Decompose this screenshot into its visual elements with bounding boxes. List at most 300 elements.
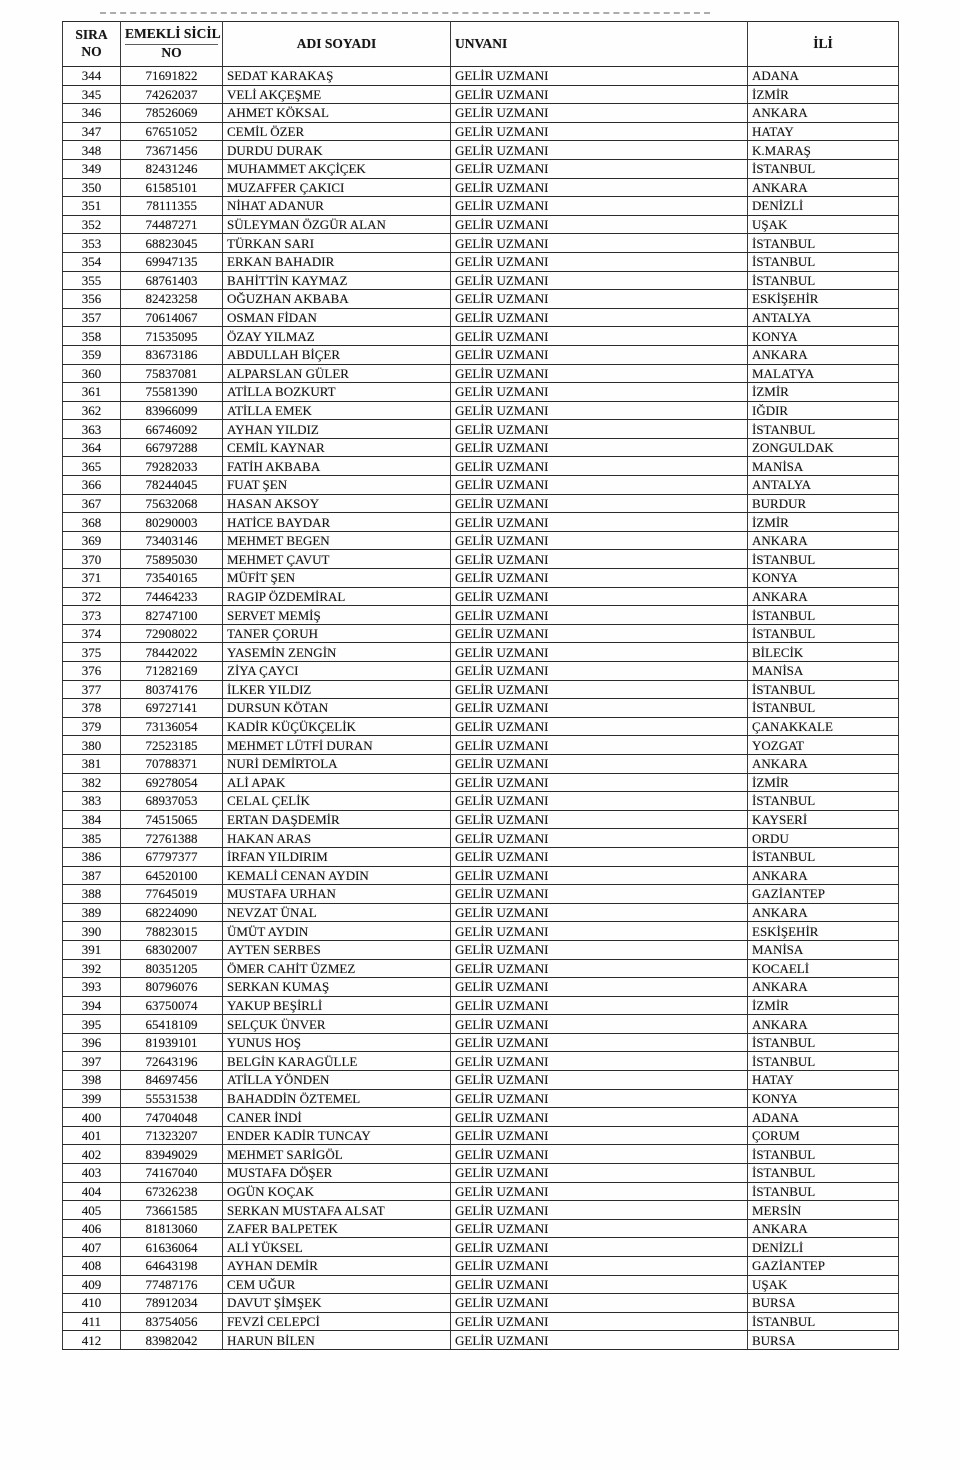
cell-adi-soyadi: SERKAN MUSTAFA ALSAT (223, 1201, 451, 1220)
cell-unvani: GELİR UZMANI (451, 215, 748, 234)
cell-sicil-no: 73540165 (121, 569, 223, 588)
cell-ili: YOZGAT (748, 736, 899, 755)
cell-sicil-no: 83982042 (121, 1331, 223, 1350)
cell-sira-no: 388 (63, 885, 121, 904)
cell-adi-soyadi: ALİ APAK (223, 773, 451, 792)
cell-adi-soyadi: FUAT ŞEN (223, 476, 451, 495)
cell-unvani: GELİR UZMANI (451, 940, 748, 959)
cell-adi-soyadi: MEHMET ÇAVUT (223, 550, 451, 569)
table-row (63, 476, 899, 495)
cell-unvani: GELİR UZMANI (451, 345, 748, 364)
table-row (63, 1071, 899, 1090)
cell-sira-no: 392 (63, 959, 121, 978)
cell-sira-no: 354 (63, 252, 121, 271)
cell-ili: İZMİR (748, 773, 899, 792)
cell-adi-soyadi: ALPARSLAN GÜLER (223, 364, 451, 383)
cell-sicil-no: 74487271 (121, 215, 223, 234)
cell-unvani: GELİR UZMANI (451, 847, 748, 866)
cell-unvani: GELİR UZMANI (451, 420, 748, 439)
cell-adi-soyadi: AYHAN DEMİR (223, 1257, 451, 1276)
cell-sira-no: 408 (63, 1257, 121, 1276)
cell-sira-no: 345 (63, 85, 121, 104)
cell-adi-soyadi: ERTAN DAŞDEMİR (223, 810, 451, 829)
table-row (63, 252, 899, 271)
cell-sicil-no: 65418109 (121, 1015, 223, 1034)
cell-ili: ANTALYA (748, 308, 899, 327)
cell-sira-no: 401 (63, 1126, 121, 1145)
cell-ili: ANTALYA (748, 476, 899, 495)
cell-adi-soyadi: HASAN AKSOY (223, 494, 451, 513)
cell-sira-no: 352 (63, 215, 121, 234)
cell-sira-no: 360 (63, 364, 121, 383)
cell-unvani: GELİR UZMANI (451, 1089, 748, 1108)
cell-sira-no: 358 (63, 327, 121, 346)
table-row (63, 1033, 899, 1052)
cell-sira-no: 391 (63, 940, 121, 959)
cell-unvani: GELİR UZMANI (451, 587, 748, 606)
cell-ili: İSTANBUL (748, 606, 899, 625)
cell-adi-soyadi: TANER ÇORUH (223, 624, 451, 643)
cell-adi-soyadi: BELGİN KARAGÜLLE (223, 1052, 451, 1071)
table-row (63, 847, 899, 866)
cell-adi-soyadi: SÜLEYMAN ÖZGÜR ALAN (223, 215, 451, 234)
cell-adi-soyadi: ERKAN BAHADIR (223, 252, 451, 271)
cell-sira-no: 368 (63, 513, 121, 532)
cell-adi-soyadi: YUNUS HOŞ (223, 1033, 451, 1052)
table-row (63, 569, 899, 588)
cell-sira-no: 385 (63, 829, 121, 848)
table-row (63, 122, 899, 141)
cell-sira-no: 369 (63, 531, 121, 550)
cell-sira-no: 399 (63, 1089, 121, 1108)
cell-sira-no: 386 (63, 847, 121, 866)
table-row (63, 1145, 899, 1164)
cell-sicil-no: 74515065 (121, 810, 223, 829)
cell-unvani: GELİR UZMANI (451, 1164, 748, 1183)
cell-sira-no: 372 (63, 587, 121, 606)
cell-adi-soyadi: ATİLLA YÖNDEN (223, 1071, 451, 1090)
cell-ili: İSTANBUL (748, 847, 899, 866)
cell-ili: İSTANBUL (748, 1182, 899, 1201)
cell-adi-soyadi: ENDER KADİR TUNCAY (223, 1126, 451, 1145)
cell-sira-no: 395 (63, 1015, 121, 1034)
scan-artifact-line (100, 12, 710, 14)
cell-sira-no: 402 (63, 1145, 121, 1164)
col-header-ili: İLİ (748, 22, 899, 67)
cell-ili: HATAY (748, 122, 899, 141)
cell-unvani: GELİR UZMANI (451, 1033, 748, 1052)
cell-adi-soyadi: CEM UĞUR (223, 1275, 451, 1294)
cell-ili: MERSİN (748, 1201, 899, 1220)
cell-adi-soyadi: CANER İNDİ (223, 1108, 451, 1127)
table-row (63, 792, 899, 811)
cell-adi-soyadi: NİHAT ADANUR (223, 197, 451, 216)
cell-ili: İSTANBUL (748, 792, 899, 811)
cell-sira-no: 362 (63, 401, 121, 420)
cell-ili: ANKARA (748, 104, 899, 123)
cell-ili: GAZİANTEP (748, 885, 899, 904)
table-row (63, 662, 899, 681)
table-row (63, 1108, 899, 1127)
cell-sicil-no: 81813060 (121, 1219, 223, 1238)
cell-adi-soyadi: MUZAFFER ÇAKICI (223, 178, 451, 197)
cell-unvani: GELİR UZMANI (451, 736, 748, 755)
cell-sicil-no: 78526069 (121, 104, 223, 123)
cell-unvani: GELİR UZMANI (451, 252, 748, 271)
cell-unvani: GELİR UZMANI (451, 866, 748, 885)
cell-ili: ÇANAKKALE (748, 717, 899, 736)
cell-unvani: GELİR UZMANI (451, 159, 748, 178)
col-header-sira-no-line2: NO (81, 44, 102, 59)
cell-unvani: GELİR UZMANI (451, 531, 748, 550)
table-row (63, 1238, 899, 1257)
cell-ili: İZMİR (748, 996, 899, 1015)
table-row (63, 104, 899, 123)
table-row (63, 996, 899, 1015)
table-row (63, 308, 899, 327)
cell-unvani: GELİR UZMANI (451, 104, 748, 123)
cell-sira-no: 390 (63, 922, 121, 941)
table-row (63, 364, 899, 383)
cell-adi-soyadi: ATİLLA EMEK (223, 401, 451, 420)
cell-unvani: GELİR UZMANI (451, 1108, 748, 1127)
cell-adi-soyadi: YAKUP BEŞİRLİ (223, 996, 451, 1015)
cell-sira-no: 378 (63, 699, 121, 718)
cell-sicil-no: 78442022 (121, 643, 223, 662)
cell-sicil-no: 78823015 (121, 922, 223, 941)
table-row (63, 643, 899, 662)
cell-adi-soyadi: KEMALİ CENAN AYDIN (223, 866, 451, 885)
cell-unvani: GELİR UZMANI (451, 1126, 748, 1145)
cell-sicil-no: 83673186 (121, 345, 223, 364)
cell-sicil-no: 78111355 (121, 197, 223, 216)
cell-sira-no: 359 (63, 345, 121, 364)
cell-unvani: GELİR UZMANI (451, 1294, 748, 1313)
cell-adi-soyadi: YASEMİN ZENGİN (223, 643, 451, 662)
cell-adi-soyadi: ZİYA ÇAYCI (223, 662, 451, 681)
table-row (63, 1219, 899, 1238)
cell-sicil-no: 72523185 (121, 736, 223, 755)
cell-ili: İZMİR (748, 513, 899, 532)
cell-unvani: GELİR UZMANI (451, 680, 748, 699)
cell-sira-no: 355 (63, 271, 121, 290)
cell-sicil-no: 68761403 (121, 271, 223, 290)
cell-ili: ZONGULDAK (748, 438, 899, 457)
col-header-emekli-sicil-no-line1: EMEKLİ SİCİL (125, 26, 218, 45)
table-row (63, 1275, 899, 1294)
cell-unvani: GELİR UZMANI (451, 829, 748, 848)
cell-adi-soyadi: ÖMER CAHİT ÜZMEZ (223, 959, 451, 978)
table-header (63, 22, 899, 67)
cell-sicil-no: 72908022 (121, 624, 223, 643)
cell-unvani: GELİR UZMANI (451, 1312, 748, 1331)
cell-unvani: GELİR UZMANI (451, 494, 748, 513)
cell-sicil-no: 69278054 (121, 773, 223, 792)
cell-unvani: GELİR UZMANI (451, 885, 748, 904)
cell-unvani: GELİR UZMANI (451, 438, 748, 457)
cell-ili: MANİSA (748, 662, 899, 681)
cell-sira-no: 363 (63, 420, 121, 439)
cell-sicil-no: 69727141 (121, 699, 223, 718)
cell-ili: İZMİR (748, 383, 899, 402)
cell-ili: MANİSA (748, 457, 899, 476)
cell-ili: ANKARA (748, 903, 899, 922)
table-row (63, 178, 899, 197)
cell-unvani: GELİR UZMANI (451, 401, 748, 420)
cell-sicil-no: 79282033 (121, 457, 223, 476)
cell-sira-no: 361 (63, 383, 121, 402)
cell-adi-soyadi: İLKER YILDIZ (223, 680, 451, 699)
cell-sicil-no: 69947135 (121, 252, 223, 271)
cell-adi-soyadi: OSMAN FİDAN (223, 308, 451, 327)
cell-sicil-no: 61636064 (121, 1238, 223, 1257)
cell-unvani: GELİR UZMANI (451, 550, 748, 569)
cell-adi-soyadi: MEHMET LÜTFİ DURAN (223, 736, 451, 755)
cell-unvani: GELİR UZMANI (451, 383, 748, 402)
cell-unvani: GELİR UZMANI (451, 364, 748, 383)
cell-sicil-no: 80290003 (121, 513, 223, 532)
cell-sira-no: 406 (63, 1219, 121, 1238)
cell-sicil-no: 67651052 (121, 122, 223, 141)
table-row (63, 866, 899, 885)
table-row (63, 1089, 899, 1108)
cell-sicil-no: 72761388 (121, 829, 223, 848)
table-row (63, 940, 899, 959)
table-row (63, 587, 899, 606)
cell-adi-soyadi: VELİ AKÇEŞME (223, 85, 451, 104)
cell-ili: ESKİŞEHİR (748, 290, 899, 309)
cell-sira-no: 412 (63, 1331, 121, 1350)
cell-sira-no: 410 (63, 1294, 121, 1313)
cell-sira-no: 346 (63, 104, 121, 123)
cell-sicil-no: 82747100 (121, 606, 223, 625)
cell-ili: KONYA (748, 1089, 899, 1108)
col-header-emekli-sicil-no-line2: NO (161, 45, 182, 60)
cell-sira-no: 381 (63, 754, 121, 773)
cell-ili: BİLECİK (748, 643, 899, 662)
cell-unvani: GELİR UZMANI (451, 606, 748, 625)
cell-ili: İSTANBUL (748, 624, 899, 643)
cell-sicil-no: 75632068 (121, 494, 223, 513)
cell-ili: İSTANBUL (748, 1164, 899, 1183)
table-row (63, 550, 899, 569)
cell-sira-no: 383 (63, 792, 121, 811)
cell-sicil-no: 78244045 (121, 476, 223, 495)
cell-sira-no: 351 (63, 197, 121, 216)
cell-ili: ESKİŞEHİR (748, 922, 899, 941)
cell-adi-soyadi: ATİLLA BOZKURT (223, 383, 451, 402)
cell-sira-no: 347 (63, 122, 121, 141)
header-row (63, 22, 899, 67)
cell-ili: KONYA (748, 327, 899, 346)
cell-adi-soyadi: ÖZAY YILMAZ (223, 327, 451, 346)
cell-ili: MALATYA (748, 364, 899, 383)
cell-sicil-no: 80351205 (121, 959, 223, 978)
cell-sicil-no: 70614067 (121, 308, 223, 327)
table-row (63, 67, 899, 86)
cell-sicil-no: 67797377 (121, 847, 223, 866)
cell-adi-soyadi: SEDAT KARAKAŞ (223, 67, 451, 86)
cell-sicil-no: 71323207 (121, 1126, 223, 1145)
cell-sicil-no: 67326238 (121, 1182, 223, 1201)
table-row (63, 829, 899, 848)
table-row (63, 494, 899, 513)
table-row (63, 1164, 899, 1183)
cell-adi-soyadi: SERKAN KUMAŞ (223, 978, 451, 997)
cell-sira-no: 405 (63, 1201, 121, 1220)
cell-sicil-no: 73671456 (121, 141, 223, 160)
cell-sicil-no: 75837081 (121, 364, 223, 383)
cell-sicil-no: 83754056 (121, 1312, 223, 1331)
col-header-unvani: UNVANI (451, 22, 748, 67)
table-row (63, 1257, 899, 1276)
cell-ili: İSTANBUL (748, 699, 899, 718)
cell-adi-soyadi: MÜFİT ŞEN (223, 569, 451, 588)
cell-unvani: GELİR UZMANI (451, 457, 748, 476)
cell-sira-no: 379 (63, 717, 121, 736)
cell-adi-soyadi: MUSTAFA DÖŞER (223, 1164, 451, 1183)
cell-adi-soyadi: CEMİL KAYNAR (223, 438, 451, 457)
cell-unvani: GELİR UZMANI (451, 717, 748, 736)
cell-sicil-no: 61585101 (121, 178, 223, 197)
cell-sicil-no: 64643198 (121, 1257, 223, 1276)
cell-unvani: GELİR UZMANI (451, 327, 748, 346)
cell-ili: MANİSA (748, 940, 899, 959)
cell-sicil-no: 77487176 (121, 1275, 223, 1294)
table-row (63, 141, 899, 160)
cell-adi-soyadi: FATİH AKBABA (223, 457, 451, 476)
cell-unvani: GELİR UZMANI (451, 67, 748, 86)
cell-ili: GAZİANTEP (748, 1257, 899, 1276)
cell-sira-no: 375 (63, 643, 121, 662)
cell-sicil-no: 68937053 (121, 792, 223, 811)
cell-adi-soyadi: İRFAN YILDIRIM (223, 847, 451, 866)
cell-sicil-no: 73661585 (121, 1201, 223, 1220)
cell-sira-no: 409 (63, 1275, 121, 1294)
cell-unvani: GELİR UZMANI (451, 197, 748, 216)
cell-sira-no: 380 (63, 736, 121, 755)
cell-ili: İSTANBUL (748, 680, 899, 699)
cell-adi-soyadi: NEVZAT ÜNAL (223, 903, 451, 922)
cell-sira-no: 364 (63, 438, 121, 457)
table-row (63, 1126, 899, 1145)
cell-sicil-no: 77645019 (121, 885, 223, 904)
cell-ili: UŞAK (748, 1275, 899, 1294)
table-row (63, 1015, 899, 1034)
cell-unvani: GELİR UZMANI (451, 1238, 748, 1257)
cell-ili: ORDU (748, 829, 899, 848)
cell-unvani: GELİR UZMANI (451, 1052, 748, 1071)
cell-sicil-no: 73403146 (121, 531, 223, 550)
cell-sicil-no: 83966099 (121, 401, 223, 420)
cell-sicil-no: 66746092 (121, 420, 223, 439)
cell-ili: ANKARA (748, 531, 899, 550)
cell-sicil-no: 74167040 (121, 1164, 223, 1183)
table-row (63, 85, 899, 104)
cell-adi-soyadi: MUHAMMET AKÇİÇEK (223, 159, 451, 178)
cell-unvani: GELİR UZMANI (451, 234, 748, 253)
table-row (63, 773, 899, 792)
cell-sicil-no: 83949029 (121, 1145, 223, 1164)
cell-unvani: GELİR UZMANI (451, 922, 748, 941)
personnel-table (62, 21, 899, 1350)
cell-unvani: GELİR UZMANI (451, 1201, 748, 1220)
cell-ili: İSTANBUL (748, 1145, 899, 1164)
cell-ili: ÇORUM (748, 1126, 899, 1145)
cell-ili: DENİZLİ (748, 197, 899, 216)
cell-ili: İSTANBUL (748, 271, 899, 290)
cell-sicil-no: 74262037 (121, 85, 223, 104)
cell-sira-no: 393 (63, 978, 121, 997)
cell-unvani: GELİR UZMANI (451, 271, 748, 290)
table-row (63, 290, 899, 309)
table-row (63, 159, 899, 178)
cell-sicil-no: 73136054 (121, 717, 223, 736)
cell-sira-no: 396 (63, 1033, 121, 1052)
cell-ili: ADANA (748, 67, 899, 86)
cell-adi-soyadi: AYTEN SERBES (223, 940, 451, 959)
cell-sira-no: 353 (63, 234, 121, 253)
cell-adi-soyadi: ALİ YÜKSEL (223, 1238, 451, 1257)
cell-unvani: GELİR UZMANI (451, 1275, 748, 1294)
cell-sicil-no: 71691822 (121, 67, 223, 86)
cell-sira-no: 404 (63, 1182, 121, 1201)
cell-ili: İSTANBUL (748, 234, 899, 253)
cell-ili: İSTANBUL (748, 1312, 899, 1331)
cell-ili: BURSA (748, 1331, 899, 1350)
cell-adi-soyadi: NURİ DEMİRTOLA (223, 754, 451, 773)
cell-sira-no: 377 (63, 680, 121, 699)
table-row (63, 754, 899, 773)
cell-sicil-no: 68302007 (121, 940, 223, 959)
cell-unvani: GELİR UZMANI (451, 959, 748, 978)
cell-sicil-no: 64520100 (121, 866, 223, 885)
cell-ili: İSTANBUL (748, 252, 899, 271)
cell-sira-no: 350 (63, 178, 121, 197)
cell-sicil-no: 63750074 (121, 996, 223, 1015)
cell-unvani: GELİR UZMANI (451, 1219, 748, 1238)
cell-sira-no: 370 (63, 550, 121, 569)
cell-unvani: GELİR UZMANI (451, 1331, 748, 1350)
table-row (63, 736, 899, 755)
cell-ili: ANKARA (748, 178, 899, 197)
cell-adi-soyadi: DURDU DURAK (223, 141, 451, 160)
table-row (63, 959, 899, 978)
table-row (63, 680, 899, 699)
cell-adi-soyadi: FEVZİ CELEPCİ (223, 1312, 451, 1331)
cell-ili: DENİZLİ (748, 1238, 899, 1257)
col-header-sira-no-line1: SIRA (75, 27, 108, 43)
cell-unvani: GELİR UZMANI (451, 792, 748, 811)
cell-sira-no: 384 (63, 810, 121, 829)
cell-sicil-no: 71535095 (121, 327, 223, 346)
cell-unvani: GELİR UZMANI (451, 513, 748, 532)
cell-unvani: GELİR UZMANI (451, 643, 748, 662)
table-row (63, 624, 899, 643)
cell-sicil-no: 81939101 (121, 1033, 223, 1052)
table-row (63, 1294, 899, 1313)
cell-ili: KOCAELİ (748, 959, 899, 978)
table-row (63, 234, 899, 253)
cell-adi-soyadi: DURSUN KÖTAN (223, 699, 451, 718)
cell-sira-no: 382 (63, 773, 121, 792)
cell-unvani: GELİR UZMANI (451, 476, 748, 495)
cell-adi-soyadi: MUSTAFA URHAN (223, 885, 451, 904)
cell-sicil-no: 84697456 (121, 1071, 223, 1090)
cell-ili: İSTANBUL (748, 159, 899, 178)
cell-ili: ANKARA (748, 345, 899, 364)
table-row (63, 271, 899, 290)
